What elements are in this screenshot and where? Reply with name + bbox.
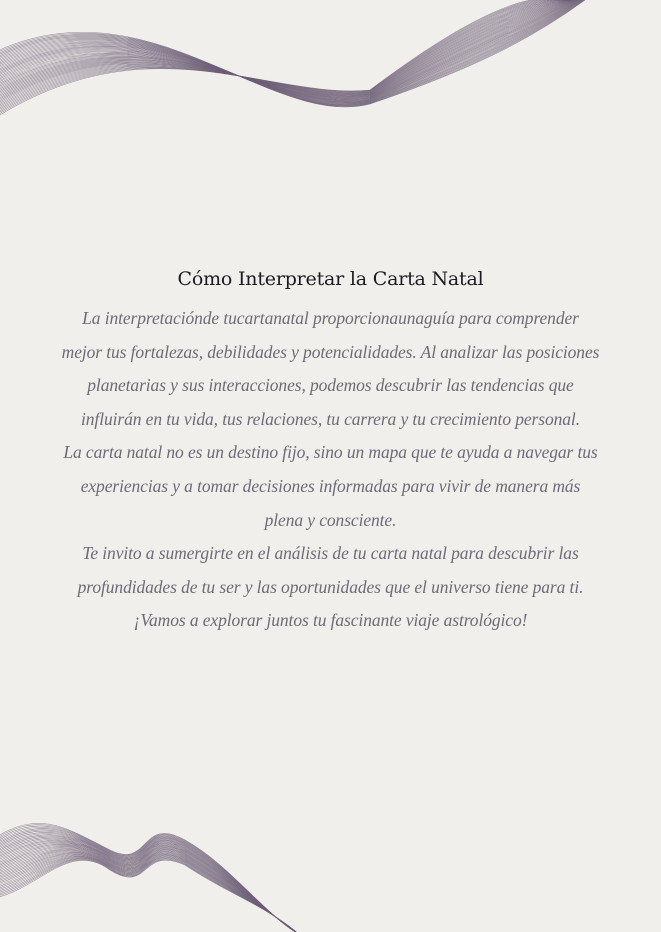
wave-line — [0, 0, 565, 118]
wave-line — [0, 840, 300, 932]
wave-line — [0, 0, 569, 105]
wave-line — [0, 826, 300, 932]
wave-line — [0, 854, 300, 932]
wave-line — [0, 858, 300, 932]
wave-line — [0, 825, 300, 932]
wave-line — [0, 0, 574, 98]
wave-line — [0, 0, 585, 107]
wave-line — [0, 852, 300, 932]
wave-line — [0, 0, 568, 109]
wave-line — [0, 0, 566, 115]
wave-line — [0, 0, 578, 101]
wave-line — [0, 857, 300, 932]
top-wave-decoration — [0, 0, 661, 130]
wave-line — [0, 0, 577, 101]
wave-line — [0, 855, 300, 932]
wave-line — [0, 0, 572, 96]
wave-line — [0, 841, 300, 932]
wave-line — [0, 0, 581, 104]
paragraph-interpretation: La interpretaciónde tucartanatal proporcionaunaguía para comprender mejor tus fortalezas, debilidades y potencialidades. Al analizar las posiciones planetarias y sus interacciones, podemos descubrir las tendencias que influirán en tu vida, tus relaciones, tu carrera y tu crecimiento personal. — [61, 308, 600, 429]
wave-line — [0, 838, 300, 932]
wave-line — [0, 0, 582, 105]
wave-line — [0, 860, 300, 932]
wave-line — [0, 0, 584, 106]
wave-line — [0, 0, 582, 105]
bottom-wave-decoration — [0, 820, 330, 932]
wave-line — [0, 833, 300, 932]
wave-line — [0, 0, 581, 104]
wave-line — [0, 860, 300, 932]
wave-line — [0, 854, 300, 932]
wave-line — [0, 0, 575, 99]
document-title: Cómo Interpretar la Carta Natal — [177, 268, 484, 290]
wave-line — [0, 0, 573, 98]
wave-line — [0, 0, 568, 108]
wave-line — [0, 836, 300, 932]
wave-line — [0, 0, 571, 97]
wave-line — [0, 829, 300, 932]
wave-line — [0, 827, 300, 932]
wave-line — [0, 844, 300, 932]
wave-line — [0, 0, 584, 106]
wave-line — [0, 0, 580, 103]
wave-line — [0, 0, 567, 112]
wave-line — [0, 856, 300, 932]
wave-line — [0, 839, 300, 932]
wave-line — [0, 0, 574, 98]
wave-line — [0, 823, 300, 932]
wave-line — [0, 0, 580, 103]
wave-line — [0, 0, 565, 117]
wave-line — [0, 837, 300, 932]
wave-line — [0, 0, 583, 105]
wave-line — [0, 830, 300, 932]
wave-line — [0, 850, 300, 932]
wave-line — [0, 0, 583, 106]
wave-line — [0, 0, 573, 97]
wave-line — [0, 845, 300, 932]
wave-line — [0, 0, 579, 102]
wave-line — [0, 848, 300, 932]
wave-line — [0, 0, 576, 100]
wave-line — [0, 831, 300, 932]
wave-line — [0, 0, 570, 102]
wave-line — [0, 0, 569, 103]
wave-line — [0, 853, 300, 932]
wave-line — [0, 0, 581, 103]
wave-line — [0, 846, 300, 932]
wave-line — [0, 0, 579, 102]
wave-line — [0, 0, 577, 101]
wave-line — [0, 850, 300, 932]
wave-line — [0, 847, 300, 932]
document-body — [60, 262, 601, 638]
wave-line — [0, 851, 300, 932]
wave-line — [0, 0, 569, 106]
wave-line — [0, 0, 577, 100]
wave-line — [0, 835, 300, 932]
wave-line — [0, 852, 300, 932]
wave-line — [0, 0, 572, 97]
wave-line — [0, 858, 300, 932]
wave-line — [0, 832, 300, 932]
wave-line — [0, 0, 570, 100]
wave-line — [0, 0, 566, 114]
wave-line — [0, 859, 300, 932]
wave-line — [0, 0, 567, 111]
wave-line — [0, 842, 300, 932]
wave-line — [0, 843, 300, 932]
paragraph-invitation: Te invito a sumergirte en el análisis de tu carta natal para descubrir las profundidades de tu ser y las oportunidades que el universo tiene para ti. ¡Vamos a explorar juntos tu fascinante viaje astrológico! — [77, 543, 584, 631]
wave-line — [0, 847, 300, 932]
wave-line — [0, 0, 578, 102]
wave-line — [0, 0, 576, 99]
wave-line — [0, 849, 300, 932]
wave-line — [0, 0, 573, 97]
wave-line — [0, 0, 571, 99]
paragraph-natal-chart-map: La carta natal no es un destino fijo, sino un mapa que te ayuda a navegar tus experiencias y a tomar decisiones informadas para vivir de manera más plena y consciente. — [63, 442, 598, 530]
wave-line — [0, 0, 575, 99]
wave-line — [0, 0, 585, 107]
wave-line — [0, 856, 300, 932]
